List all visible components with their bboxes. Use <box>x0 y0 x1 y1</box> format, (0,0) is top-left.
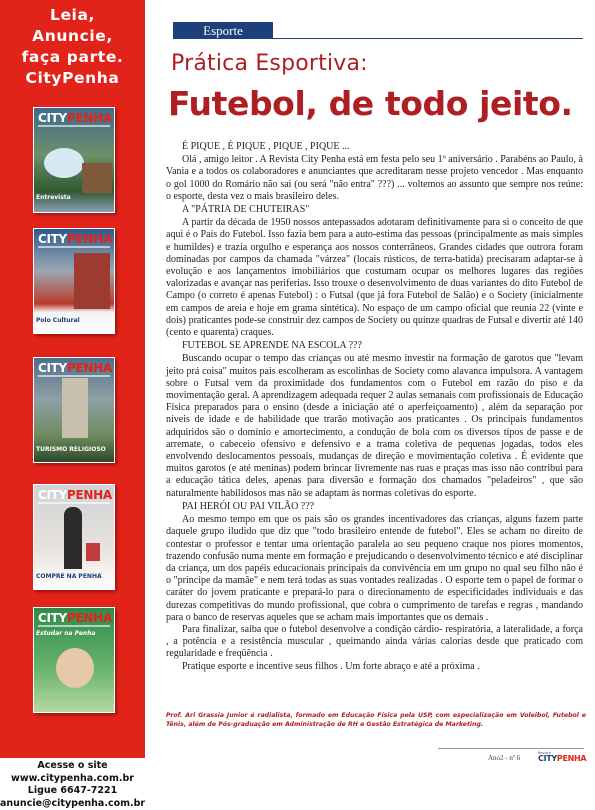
person-image <box>64 507 82 569</box>
cover-logo: CITYPENHA <box>38 611 112 625</box>
paragraph: Ao mesmo tempo em que os pais são os grandes incentivadores das crianças, alguns fazem parte daquele grupo iludido que diz que "todo brasileiro entende de futebol". Eles se acham no direito de contestar o professor e tentar uma orientação paralela ao seu pequeno craque nos piores momentos, trazendo confusão numa mente em formação e prejudicando o desenvolvimento técnico e até disciplinar da criança, um dos papéis educacionais principais da convivência em um grupo no qual seu filho não é o "príncipe da mamãe" e nem terá todas as suas vontades realizadas . O esporte tem o papel de formar o caráter do jovem praticante e prepará-lo para o direcionamento de especificidades individuais e das durezas competitivas do mundo profissional, que cobra o cumprimento de tarefas e regras , mandando para o banco de reservas aqueles que se acham mais importantes que os demais . <box>166 514 583 623</box>
shopping-bag-image <box>86 543 100 561</box>
portrait-image <box>82 163 112 193</box>
promo-banner <box>0 0 145 94</box>
subheading: PAI HERÓI OU PAI VILÃO ??? <box>182 500 315 512</box>
promo-line: Anuncie, <box>32 27 113 45</box>
cover-caption: Polo Cultural <box>36 317 80 324</box>
contact-line: Acesse o site <box>37 760 108 771</box>
lake-image <box>44 148 84 178</box>
page-number: Ano2 - nº 6 <box>488 754 521 762</box>
paragraph: Para finalizar, saiba que o futebol desenvolve a condição cárdio- respiratória, a lateralidade, a força , a potência e a resistência muscular , queimando ainda várias calorias desde que praticado com regularidade e freqüência . <box>166 623 583 660</box>
article-body <box>166 140 583 673</box>
article-headline: Futebol, de todo jeito. <box>168 84 573 123</box>
magazine-cover[interactable] <box>33 107 115 213</box>
phone-number: Ligue 6647-7221 <box>27 785 118 797</box>
cover-logo: CITYPENHA <box>38 111 112 125</box>
paragraph: Olá , amigo leitor . A Revista City Penha está em festa pelo seu 1º aniversário . Parabéns ao Paulo, à Vania e a todos os colaboradores e anunciantes que acreditaram nesse projeto vencedor . Mas enquanto o gol 1000 do Romário não sai (ou será "não entra" ???) ... voltemos ao assunto que sempre nos reúne: o esporte, desta vez o mais brasileiro deles. <box>166 154 583 202</box>
church-image <box>62 378 88 438</box>
article <box>158 0 587 794</box>
section-header <box>173 22 583 39</box>
promo-line: Leia, <box>49 6 96 24</box>
footer-logo: Revista CITYPENHA <box>538 751 587 763</box>
contact-block <box>0 760 145 810</box>
author-credit: Prof. Ari Grassia Junior é radialista, formado em Educação Física pela USP, com especialização em Voleibol, Futebol e Tênis, além de Pós-graduação em Administração de RH e Gestão Estratégica de Marketing. <box>166 712 586 729</box>
email-link[interactable]: anuncie@citypenha.com.br <box>0 797 146 809</box>
magazine-cover[interactable] <box>33 484 115 590</box>
magazine-cover[interactable] <box>33 357 115 463</box>
subheading: A "PÁTRIA DE CHUTEIRAS" <box>182 204 310 216</box>
article-kicker: Prática Esportiva: <box>171 51 368 76</box>
cover-caption: Estudar na Penha <box>36 630 96 637</box>
cover-logo: CITYPENHA <box>38 488 112 502</box>
page-footer <box>438 748 587 763</box>
cover-logo: CITYPENHA <box>38 232 112 246</box>
magazine-cover[interactable] <box>33 607 115 713</box>
building-image <box>74 253 110 309</box>
subheading: FUTEBOL SE APRENDE NA ESCOLA ??? <box>182 340 362 352</box>
cover-logo: CITYPENHA <box>38 361 112 375</box>
cover-caption: Entrevista <box>36 194 71 201</box>
paragraph: A partir da década de 1950 nossos antepassados adotaram definitivamente para si o conceito de que aqui é o País do Futebol. Isso fazia bem para a auto-estima das pessoas (principalmente as mais simples e humildes) e trazia orgulho e esperança aos nossos conterrâneos. Grandes cidades que outrora foram dominadas por campos da chamada "várzea" (locais rústicos, de terra-batida) precisaram adaptar-se à evolução e aos lançamentos imobiliários que costumam ocupar os melhores lugares das regiões valorizadas e avançar nas periferias. Isso trouxe o desenvolvimento de duas variantes do dito Futebol de Campo (o correto é apenas Futebol) : o Futsal (que já fora Futebol de Salão) e o Society (inicialmente em campos de areia e hoje em grama sintética). No espaço de um campo oficial que reunia 22 (vinte e dois) praticantes pode-se construir dez campos de Society ou quinze quadras de Futsal e divertir até 140 (cento e quarenta) craques. <box>166 217 583 339</box>
sidebar <box>0 0 146 809</box>
paragraph: Buscando ocupar o tempo das crianças ou até mesmo investir na formação de garotos que "levam jeito prá coisa" muitos pais escolheram as escolinhas de Society como alavanca impulsora. A vantagem sobre o Futsal vem da proximidade dos fundamentos com o Futebol em razão do piso e da movimentação geral. A aprendizagem adequada requer 2 aulas semanais com profissionais de Educação Física preparados para o ensino (desde a iniciação até o aperfeiçoamento) , além da separação por níveis de idade e de habilidade que trarão motivação aos praticantes . Os principais fundamentos adquiridos são o domínio e amortecimento, a condução de bola com os diversos tipos de passe e de arremate, o cabeceio ofensivo e defensivo e a trama coletiva de pequenas jogadas, todos eles envolvendo deslocamentos pessoais, mudanças de direção e movimentação coletiva . É evidente que muitos garotos (e até meninas) podem brincar livremente nas ruas e praças mas isso não contribui para a educação tática deles, apenas para diversão e formação dos chamados "peladeiros" , que são naturalmente habilidosos mas não se adaptam às normas coletivas do esporte. <box>166 353 583 499</box>
promo-line: CityPenha <box>25 69 120 87</box>
paragraph: Pratique esporte e incentive seus filhos . Um forte abraço e até a próxima . <box>182 660 480 672</box>
cover-caption: TURISMO RELIGIOSO <box>36 446 106 453</box>
section-label: Esporte <box>173 22 273 39</box>
cover-caption: COMPRE NA PENHA <box>36 573 102 580</box>
promo-line: faça parte. <box>21 48 124 66</box>
website-link[interactable]: www.citypenha.com.br <box>11 772 134 784</box>
magazine-cover[interactable] <box>33 228 115 334</box>
child-image <box>56 648 94 688</box>
subheading: É PIQUE , É PIQUE , PIQUE , PIQUE ... <box>182 141 350 152</box>
